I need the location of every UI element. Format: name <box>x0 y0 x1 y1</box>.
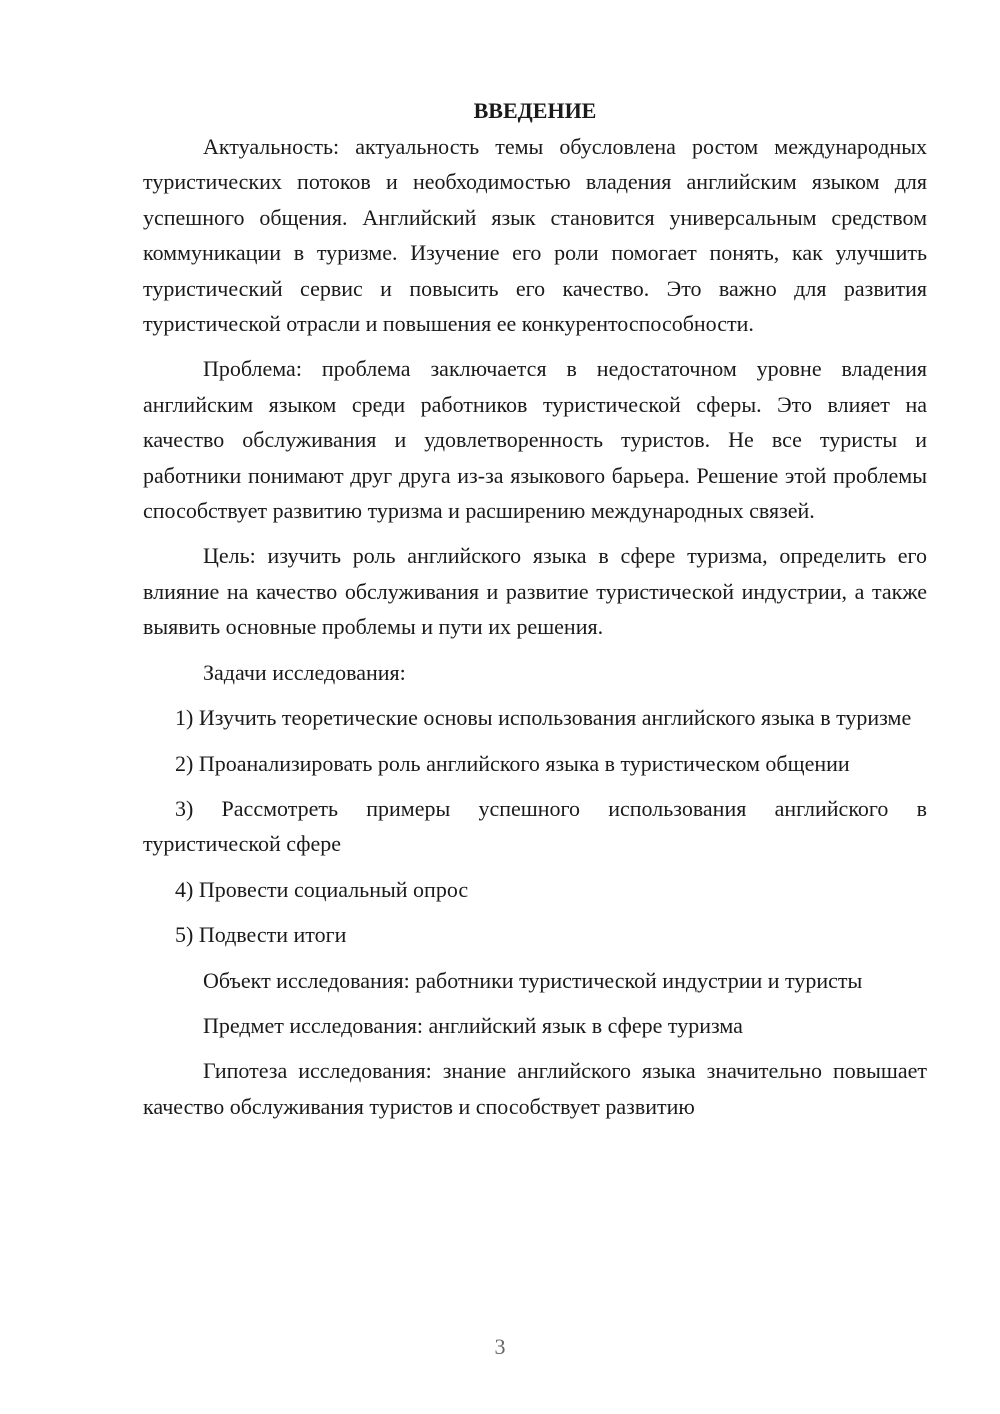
task-item: 1) Изучить теоретические основы использования английского языка в туризме <box>175 705 912 731</box>
document-page <box>143 95 927 1134</box>
task-item: 5) Подвести итоги <box>175 922 347 948</box>
task-item: 3) Рассмотреть примеры успешного использования английского в туристической сфере <box>143 795 927 857</box>
hypothesis-paragraph: Гипотеза исследования: знание английского языка значительно повышает качество обслуживания туристов и способствует развитию <box>143 1058 927 1119</box>
tasks-title: Задачи исследования: <box>203 659 406 685</box>
subject-paragraph: Предмет исследования: английский язык в сфере туризма <box>203 1012 743 1038</box>
section-heading: ВВЕДЕНИЕ <box>473 98 597 123</box>
problem-paragraph: Проблема: проблема заключается в недостаточном уровне владения английским языком среди работников туристической сферы. Это влияет на качество обслуживания и удовлетворенность туристов. Не все туристы и работники понимают друг друга из-за языкового барьера. Решение этой проблемы способствует развитию туризма и расширению международных связей. <box>143 356 927 524</box>
page-number: 3 <box>494 1334 506 1359</box>
goal-paragraph: Цель: изучить роль английского языка в сфере туризма, определить его влияние на качество обслуживания и развитие туристической индустрии, а также выявить основные проблемы и пути их решения. <box>143 543 927 640</box>
relevance-paragraph: Актуальность: актуальность темы обусловлена ростом международных туристических потоков и необходимостью владения английским языком для успешного общения. Английский язык становится универсальным средством коммуникации в туризме. Изучение его роли помогает понять, как улучшить туристический сервис и повысить его качество. Это важно для развития туристической отрасли и повышения ее конкурентоспособности. <box>143 134 927 337</box>
task-item: 4) Провести социальный опрос <box>175 876 469 902</box>
object-paragraph: Объект исследования: работники туристической индустрии и туристы <box>203 967 863 993</box>
task-item: 2) Проанализировать роль английского языка в туристическом общении <box>175 750 850 776</box>
